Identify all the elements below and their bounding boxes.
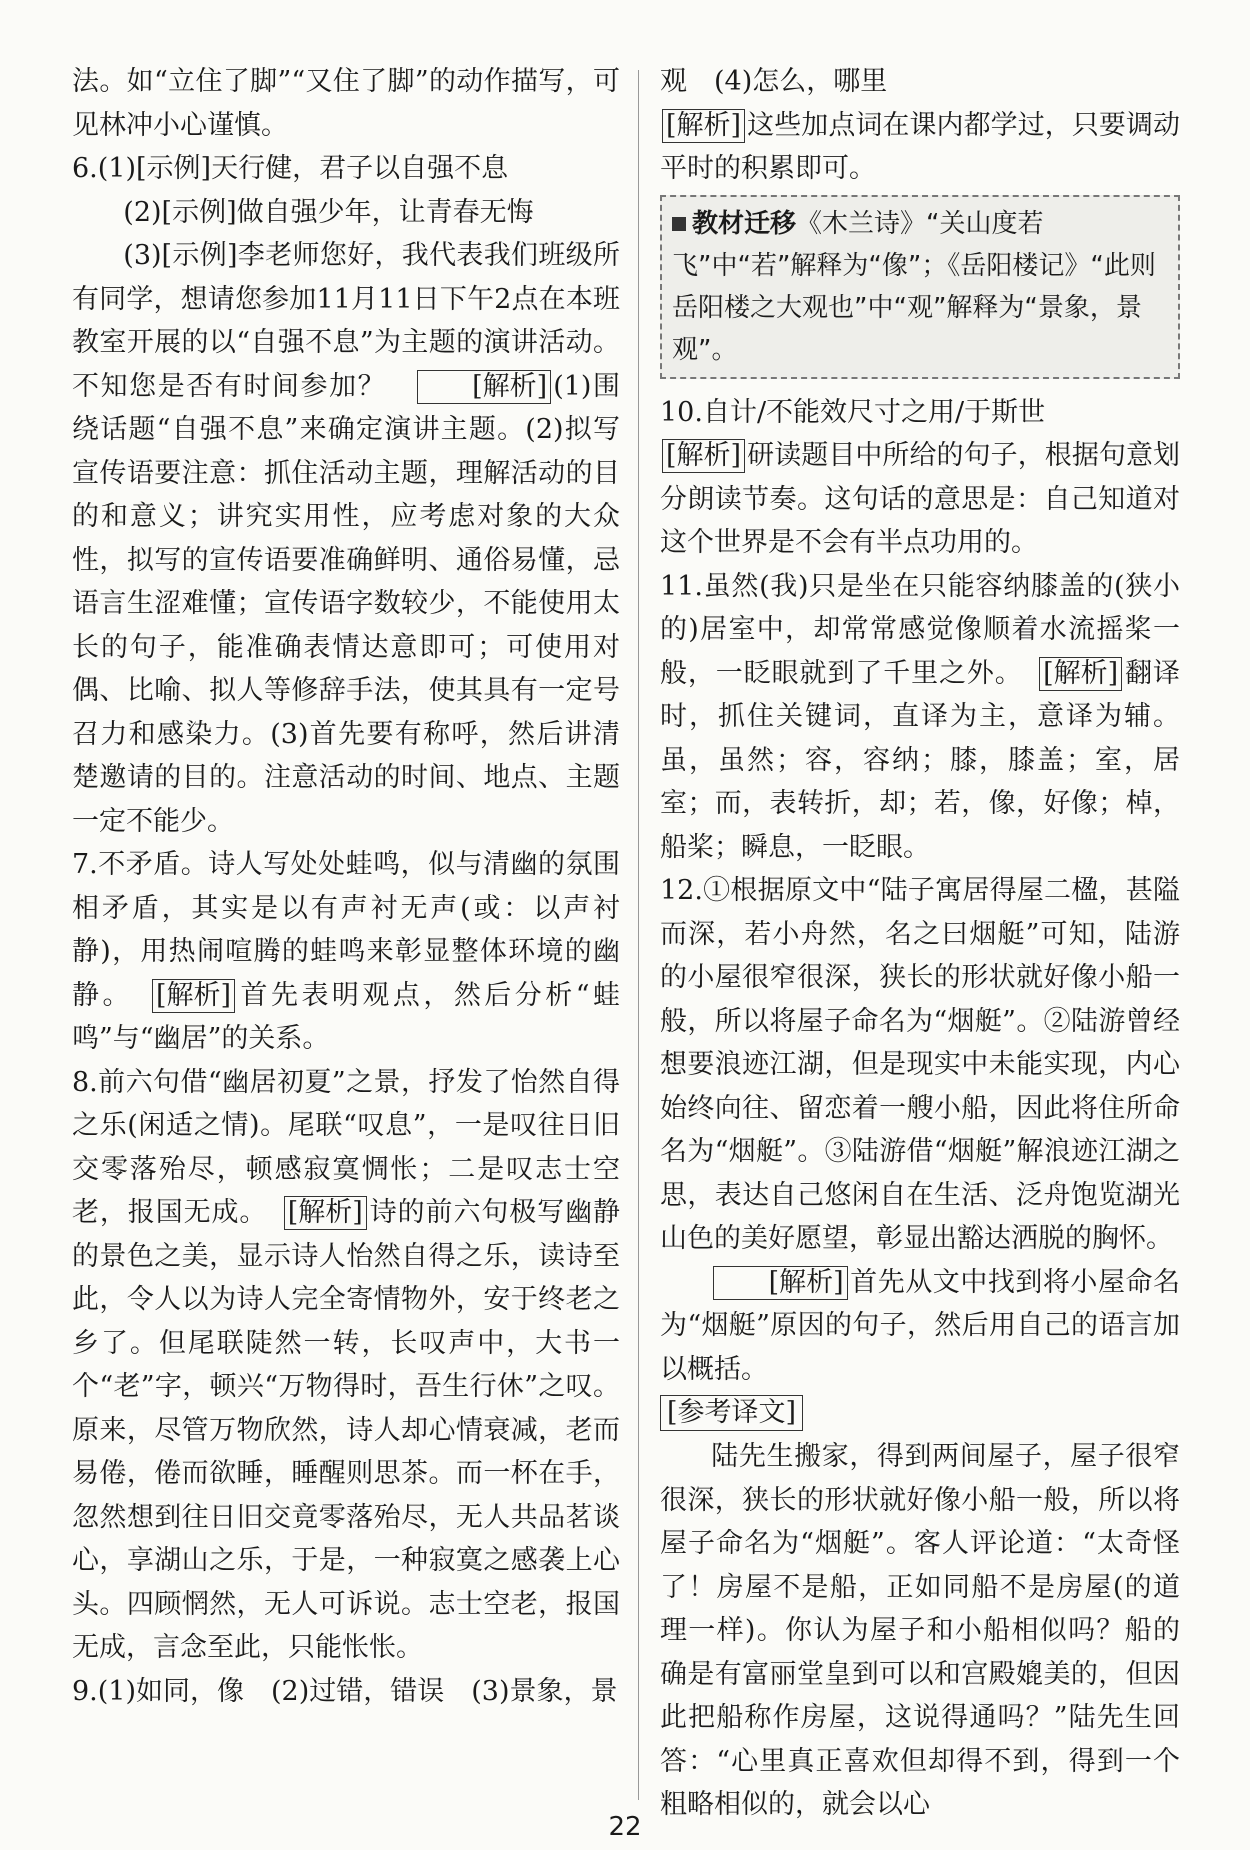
page-number: 22	[608, 1812, 642, 1842]
analysis-tag: [ 解析 ]	[417, 370, 551, 404]
analysis-tag: [ 解析 ]	[152, 979, 235, 1013]
right-column	[660, 60, 1180, 1827]
q11	[660, 565, 1180, 870]
analysis-tag: [ 解析 ]	[1039, 657, 1122, 691]
q9-analysis-para	[660, 104, 1180, 191]
q10-answer: 10.自计/不能效尺寸之用/于斯世	[660, 396, 1046, 428]
q9-analysis: 这些加点词在课内都学过，只要调动平时的积累即可。	[660, 109, 1180, 184]
q8-answer: 8.前六句借“幽居初夏”之景，抒发了怡然自得之乐(闲适之情)。尾联“叹息”，一是叹往日旧交零落殆尽，顿感寂寞惆怅；二是叹志士空老，报国无成。	[72, 1066, 620, 1228]
q6-answer-2: (2)[示例]做自强少年，让青春无悔	[123, 196, 534, 228]
left-column	[72, 60, 620, 1713]
paragraph-q5-end: 法。如“立住了脚”“又住了脚”的动作描写，可见林冲小心谨慎。	[72, 66, 620, 141]
q7-analysis: 首先表明观点，然后分析“蛙鸣”与“幽居”的关系。	[72, 979, 621, 1054]
q12-analysis: 首先从文中找到将小屋命名为“烟艇”原因的句子，然后用自己的语言加以概括。	[660, 1266, 1180, 1385]
q11-answer: 11.虽然(我)只是坐在只能容纳膝盖的(狭小的)居室中，却常常感觉像顺着水流摇桨一般，一眨眼就到了千里之外。	[660, 570, 1180, 689]
q7	[72, 843, 620, 1061]
q8-analysis: 诗的前六句极写幽静的景色之美，显示诗人怡然自得之乐，读诗至此，令人以为诗人完全寄情物外，安于终老之乡了。但尾联陡然一转，长叹声中，大书一个“老”字，顿兴“万物得时，吾生行休”之叹。原来，尽管万物欣然，诗人却心情衰减，老而易倦，倦而欲睡，睡醒则思茶。而一杯在手，忽然想到往日旧交竟零落殆尽，无人共品茗谈心，享湖山之乐，于是，一种寂寞之感袭上心头。四顾惘然，无人可诉说。志士空老，报国无成，言念至此，只能怅怅。	[72, 1197, 620, 1663]
reference-translation-text: 陆先生搬家，得到两间屋子，屋子很窄很深，狭长的形状就好像小船一般，所以将屋子命名为“烟艇”。客人评论道：“太奇怪了！房屋不是船，正如同船不是房屋(的道理一样)。你认为屋子和小船相似吗？船的确是有富丽堂皇到可以和宫殿媲美的，但因此把船称作房屋，这说得通吗？”陆先生回答：“心里真正喜欢但却得不到，得到一个粗略相似的，就会以心	[660, 1441, 1180, 1820]
analysis-tag: [ 解析 ]	[662, 439, 745, 473]
q11-analysis: 翻译时，抓住关键词，直译为主，意译为辅。虽，虽然；容，容纳；膝，膝盖；室，居室；而，表转折，却；若，像，好像；棹，船桨；瞬息，一眨眼。	[660, 657, 1181, 863]
q12-answer: 12.①根据原文中“陆子寓居得屋二楹，甚隘而深，若小舟然，名之曰烟艇”可知，陆游的小屋很窄很深，狭长的形状就好像小船一般，所以将屋子命名为“烟艇”。②陆游曾经想要浪迹江湖，但是现实中未能实现，内心始终向往、留恋着一艘小船，因此将住所命名为“烟艇”。③陆游借“烟艇”解浪迹江湖之思，表达自己悠闲自在生活、泛舟饱览湖光山色的美好愿望，彰显出豁达洒脱的胸怀。	[660, 875, 1180, 1254]
reference-translation-tag: [参考译文]	[660, 1395, 803, 1431]
q6-answer-1: 6.(1)[示例]天行健，君子以自强不息	[72, 153, 509, 184]
q10-analysis: 研读题目中所给的句子，根据句意划分朗读节奏。这句话的意思是：自己知道对这个世界是不会有半点功用的。	[660, 440, 1180, 558]
q6-analysis: (1)围绕话题“自强不息”来确定演讲主题。(2)拟写宣传语要注意：抓住活动主题，理解活动的目的和意义；讲究实用性，应考虑对象的大众性，拟写的宣传语要准确鲜明、通俗易懂，忌语言生涩难懂；宣传语字数较少，不能使用太长的句子，能准确表情达意即可；可使用对偶、比喻、拟人等修辞手法，使其具有一定号召力和感染力。(3)首先要有称呼，然后讲清楚邀请的目的。注意活动的时间、地点、主题一定不能少。	[72, 370, 621, 837]
q12-analysis-para	[660, 1261, 1180, 1392]
analysis-tag: [ 解析 ]	[662, 109, 745, 143]
box-title: 教材迁移	[692, 208, 797, 239]
textbook-transfer-box	[660, 195, 1180, 379]
column-divider	[638, 70, 639, 1800]
box-text: 《木兰诗》“关山度若飞”中“若”解释为“像”；《岳阳楼记》“此则岳阳楼之大观也”中“观”解释为“景象，景观”。	[672, 208, 1156, 365]
square-bullet-icon	[672, 217, 686, 231]
q9-answer-cont: 观 (4)怎么，哪里	[660, 66, 888, 97]
q6-answer-3-text: (3)[示例]李老师您好，我代表我们班级所有同学，想请您参加11月11日下午2点在本班教室开展的以“自强不息”为主题的演讲活动。不知您是否有时间参加？	[72, 240, 620, 402]
q8	[72, 1061, 620, 1670]
q6-answer-3	[72, 234, 620, 843]
q10-analysis-para	[660, 434, 1180, 565]
q7-answer: 7.不矛盾。诗人写处处蛙鸣，似与清幽的氛围相矛盾，其实是以有声衬无声(或：以声衬静)，用热闹喧腾的蛙鸣来彰显整体环境的幽静。	[72, 849, 620, 1011]
q9-answer-start: 9.(1)如同，像 (2)过错，错误 (3)景象，景	[72, 1675, 618, 1707]
analysis-tag: [ 解析 ]	[284, 1196, 367, 1230]
analysis-tag: [ 解析 ]	[713, 1266, 847, 1300]
